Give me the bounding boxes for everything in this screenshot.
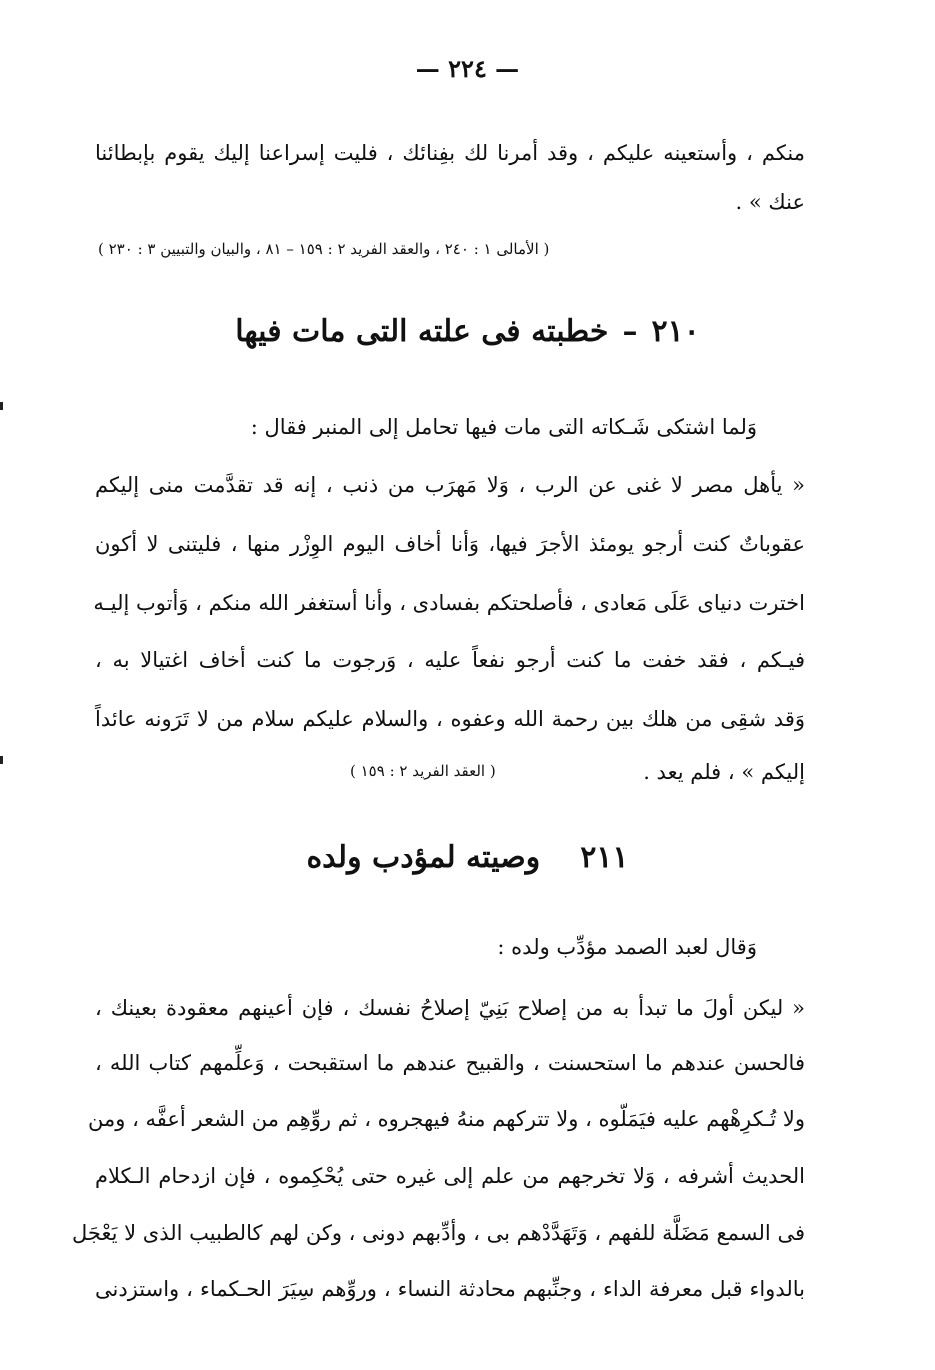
intro-line: وَلما اشتكى شَـكاته التى مات فيها تحامل إلى المنبر فقال : (250, 415, 757, 439)
text-line: وَقد شقِى من هلك بين رحمة الله وعفوه ، والسلام عليكم سلام من لا تَرَونه عائداً (95, 707, 805, 731)
text-line: بالدواء قبل معرفة الداء ، وجنِّبهم محادثة النساء ، وروِّهم سِيَرَ الحـكماء ، واستزدنى (95, 1277, 805, 1301)
text-line: الحديث أشرفه ، وَلا تخرجهم من علم إلى غيره حتى يُحْكِموه ، فإن ازدحام الـكلام (95, 1164, 805, 1188)
text-line: اخترت دنياى عَلَى مَعادى ، فأصلحتكم بفسادى ، وأنا أستغفر الله منكم ، وَأتوب إليـه (93, 591, 805, 615)
section-number: ٢١١ (580, 840, 629, 875)
page-number: — ٢٢٤ — (415, 54, 520, 83)
source-citation: ( العقد الفريد ٢ : ١٥٩ ) (350, 762, 496, 780)
source-citation: ( الأمالى ١ : ٢٤٠ ، والعقد الفريد ٢ : ١٥٩ – ٨١ ، والبيان والتبيين ٣ : ٢٣٠ ) (98, 240, 550, 258)
text-line: عنك » . (735, 190, 805, 214)
scan-margin-mark (0, 756, 3, 764)
text-line: منكم ، وأستعينه عليكم ، وقد أمرنا لك بفِنائك ، فليت إسراعنا إليك يقوم بإبطائنا (95, 141, 805, 165)
section-number: ٢١٠ (651, 314, 700, 349)
text-line: عقوباتٌ كنت أرجو يومئذ الأجرَ فيها، وَأنا أخاف اليوم الوِزْر منها ، فليتنى لا أكون (95, 532, 805, 556)
section-title: خطبته فى علته التى مات فيها (235, 314, 609, 349)
intro-line: وَقال لعبد الصمد مؤدِّب ولده : (497, 935, 757, 959)
text-line: فى السمع مَضَلَّة للفهم ، وَتَهَدَّدْهم بى ، وأدِّبهم دونى ، وكن لهم كالطبيب الذى لا يَعْجَل (72, 1221, 805, 1245)
section-heading-211 (0, 838, 935, 878)
text-line: « ليكن أولَ ما تبدأ به من إصلاح بَنِيّ إصلاحُ نفسك ، فإن أعينهم معقودة بعينك ، (95, 996, 805, 1020)
text-line: إليكم » ، فلم يعد . (643, 760, 805, 784)
section-heading-210 (0, 312, 935, 352)
text-line: فيـكم ، فقد خفت ما كنت أرجو نفعاً عليه ، وَرجوت ما كنت أخاف اغتيالا به ، (95, 648, 805, 672)
text-line: فالحسن عندهم ما استحسنت ، والقبيح عندهم ما استقبحت ، وَعلِّمهم كتاب الله ، (95, 1051, 805, 1075)
text-line: « يأهل مصر لا غنى عن الرب ، وَلا مَهرَب من ذنب ، إنه قد تقدَّمت منى إليكم (95, 473, 805, 497)
section-title: وصيته لمؤدب ولده (306, 840, 541, 875)
text-line: ولا تُـكرِهْهم عليه فيَمَلّوه ، ولا تتركهم منهُ فيهجروه ، ثم روِّهِم من الشعر أعفَّه ، ومن (88, 1107, 805, 1131)
heading-dash: – (622, 314, 638, 349)
scan-margin-mark (0, 402, 3, 410)
